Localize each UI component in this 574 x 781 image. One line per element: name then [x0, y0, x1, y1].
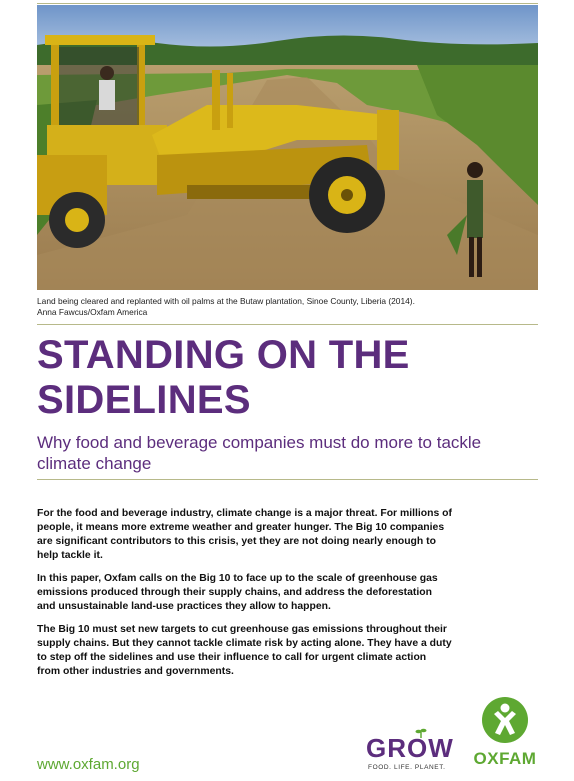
website-link[interactable]: www.oxfam.org: [37, 756, 140, 773]
divider-rule: [37, 479, 538, 480]
oxfam-logo: [472, 697, 538, 777]
summary-paragraph: In this paper, Oxfam calls on the Big 10 to face up to the scale of greenhouse gas emissions produced through their supply chains, and address the deforestation and unsustainable land-use practices they allow to happen.: [37, 573, 438, 612]
page-title: [37, 333, 538, 423]
grow-logo: [366, 728, 462, 774]
oxfam-wordmark: OXFAM: [473, 749, 537, 768]
summary-paragraph: For the food and beverage industry, climate change is a major threat. For millions of people, it means more extreme weather and greater hunger. The Big 10 companies are significant contributors to this crisis, yet they are not doing nearly enough to help tackle it.: [37, 508, 452, 561]
grow-wordmark: GROW: [366, 733, 454, 763]
caption-description: Land being cleared and replanted with oil palms at the Butaw plantation, Sinoe County, Liberia (2014).: [37, 296, 415, 306]
photo-credit: Anna Fawcus/Oxfam America: [37, 307, 148, 317]
title-line-2: SIDELINES: [37, 378, 251, 422]
cover-photo: [37, 5, 538, 290]
title-line-1: STANDING ON THE: [37, 333, 410, 377]
page-subtitle: Why food and beverage companies must do more to tackle climate change: [37, 433, 482, 473]
photo-caption: [37, 296, 538, 318]
divider-rule: [37, 324, 538, 325]
grow-tagline: FOOD. LIFE. PLANET.: [368, 764, 446, 771]
oxfam-figure-icon: [482, 697, 528, 743]
top-rule: [37, 3, 538, 4]
summary-paragraph: The Big 10 must set new targets to cut greenhouse gas emissions throughout their supply chains. But they cannot tackle climate risk by acting alone. They have a duty to step off the sidelines and use their influence to call for urgent climate action from other industries and governments.: [37, 624, 452, 677]
summary-text: [37, 507, 452, 688]
